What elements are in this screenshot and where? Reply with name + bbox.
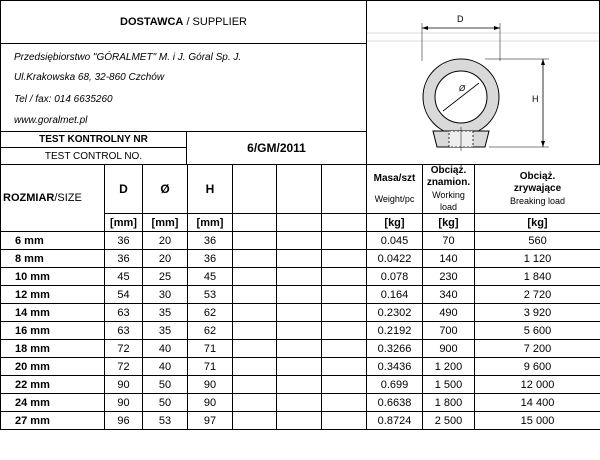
test-label-divider [0,147,187,148]
header-row [1,165,600,214]
table-row [1,232,600,250]
mass-cell: 0.3436 [367,358,423,376]
blank-cell [322,412,367,430]
blank-unit-1 [233,214,277,232]
d-cell: 45 [105,268,143,286]
work-cell: 340 [423,286,475,304]
break-cell: 1 120 [475,250,600,268]
blank-cell [233,412,277,430]
company-address: Ul.Krakowska 68, 32-860 Czchów [14,72,165,83]
blank-cell [322,322,367,340]
work-cell: 140 [423,250,475,268]
h-cell: 62 [188,304,233,322]
test-label-en: TEST CONTROL NO. [44,151,143,162]
work-cell: 70 [423,232,475,250]
blank-cell [322,250,367,268]
break-cell: 2 720 [475,286,600,304]
blank-cell [277,412,322,430]
phi-cell: 40 [143,340,188,358]
blank-cell [322,286,367,304]
d-cell: 63 [105,322,143,340]
size-cell: 12 mm [1,286,105,304]
work-cell: 1 500 [423,376,475,394]
d-cell: 96 [105,412,143,430]
blank-cell [233,250,277,268]
blank-cell [233,340,277,358]
blank-cell [233,376,277,394]
blank-header-1 [233,165,277,214]
blank-cell [322,376,367,394]
h-cell: 36 [188,232,233,250]
mass-cell: 0.2302 [367,304,423,322]
blank-cell [277,358,322,376]
unit-h: [mm] [188,214,233,232]
blank-cell [277,340,322,358]
table-row [1,286,600,304]
work-cell: 490 [423,304,475,322]
specs-table [0,164,600,430]
break-cell: 12 000 [475,376,600,394]
blank-cell [233,268,277,286]
blank-cell [322,394,367,412]
d-cell: 90 [105,394,143,412]
unit-phi: [mm] [143,214,188,232]
size-header: ROZMIAR/SIZE [1,165,105,232]
size-cell: 18 mm [1,340,105,358]
phi-cell: 25 [143,268,188,286]
col-phi-header: Ø [143,165,188,214]
break-cell: 3 920 [475,304,600,322]
d-cell: 72 [105,358,143,376]
size-cell: 24 mm [1,394,105,412]
work-cell: 230 [423,268,475,286]
company-phone: Tel / fax: 014 6635260 [14,94,113,105]
mass-cell: 0.8724 [367,412,423,430]
phi-cell: 50 [143,376,188,394]
table-row [1,358,600,376]
break-cell: 9 600 [475,358,600,376]
mass-cell: 0.3266 [367,340,423,358]
d-cell: 54 [105,286,143,304]
phi-cell: 50 [143,394,188,412]
size-cell: 14 mm [1,304,105,322]
h-cell: 36 [188,250,233,268]
break-cell: 14 400 [475,394,600,412]
table-row [1,412,600,430]
mass-cell: 0.078 [367,268,423,286]
blank-cell [233,232,277,250]
h-cell: 90 [188,394,233,412]
h-cell: 97 [188,412,233,430]
blank-cell [277,376,322,394]
h-cell: 62 [188,322,233,340]
blank-cell [277,286,322,304]
eye-nut-drawing [367,1,599,164]
col-mass-header: Masa/szt Weight/pc [367,165,423,214]
phi-cell: 35 [143,304,188,322]
unit-work: [kg] [423,214,475,232]
phi-cell: 35 [143,322,188,340]
blank-unit-3 [322,214,367,232]
mass-cell: 0.6638 [367,394,423,412]
phi-cell: 20 [143,232,188,250]
blank-cell [322,340,367,358]
drawing-label-h: H [532,94,539,104]
size-cell: 22 mm [1,376,105,394]
col-h-header: H [188,165,233,214]
drawing-label-phi: Ø [459,84,466,93]
blank-cell [233,394,277,412]
supplier-title-pl: DOSTAWCA [120,16,184,28]
d-cell: 63 [105,304,143,322]
mass-cell: 0.2192 [367,322,423,340]
blank-cell [233,322,277,340]
blank-cell [277,268,322,286]
blank-header-3 [322,165,367,214]
test-number: 6/GM/2011 [247,141,306,155]
h-cell: 71 [188,358,233,376]
blank-cell [233,358,277,376]
blank-unit-2 [277,214,322,232]
size-cell: 6 mm [1,232,105,250]
table-row [1,268,600,286]
test-label-pl: TEST KONTROLNY NR [39,134,148,145]
h-cell: 71 [188,340,233,358]
blank-cell [322,358,367,376]
blank-cell [277,322,322,340]
work-cell: 1 200 [423,358,475,376]
size-cell: 16 mm [1,322,105,340]
blank-cell [322,304,367,322]
supplier-title [0,16,367,28]
blank-header-2 [277,165,322,214]
d-cell: 90 [105,376,143,394]
drawing-label-d: D [457,14,464,24]
size-cell: 8 mm [1,250,105,268]
table-row [1,394,600,412]
phi-cell: 20 [143,250,188,268]
h-cell: 45 [188,268,233,286]
phi-cell: 30 [143,286,188,304]
unit-mass: [kg] [367,214,423,232]
blank-cell [322,232,367,250]
work-cell: 2 500 [423,412,475,430]
col-work-header: Obciąż. znamion. Working load [423,165,475,214]
blank-cell [277,232,322,250]
blank-cell [233,304,277,322]
d-cell: 72 [105,340,143,358]
blank-cell [277,394,322,412]
size-cell: 27 mm [1,412,105,430]
break-cell: 5 600 [475,322,600,340]
table-row [1,376,600,394]
table-row [1,304,600,322]
supplier-title-en: / SUPPLIER [183,16,247,28]
size-cell: 10 mm [1,268,105,286]
col-break-header: Obciąż. zrywające Breaking load [475,165,600,214]
company-website: www.goralmet.pl [14,115,88,126]
mass-cell: 0.699 [367,376,423,394]
d-cell: 36 [105,232,143,250]
blank-cell [277,250,322,268]
table-row [1,250,600,268]
unit-break: [kg] [475,214,600,232]
d-cell: 36 [105,250,143,268]
mass-cell: 0.045 [367,232,423,250]
blank-cell [277,304,322,322]
blank-cell [322,268,367,286]
work-cell: 900 [423,340,475,358]
break-cell: 7 200 [475,340,600,358]
col-d-header: D [105,165,143,214]
company-name: Przedsiębiorstwo "GÓRALMET" M. i J. Góral Sp. J. [14,52,242,63]
blank-cell [233,286,277,304]
size-cell: 20 mm [1,358,105,376]
break-cell: 560 [475,232,600,250]
mass-cell: 0.164 [367,286,423,304]
mass-cell: 0.0422 [367,250,423,268]
h-cell: 90 [188,376,233,394]
h-cell: 53 [188,286,233,304]
break-cell: 15 000 [475,412,600,430]
table-row [1,340,600,358]
phi-cell: 53 [143,412,188,430]
unit-d: [mm] [105,214,143,232]
table-row [1,322,600,340]
work-cell: 700 [423,322,475,340]
break-cell: 1 840 [475,268,600,286]
phi-cell: 40 [143,358,188,376]
work-cell: 1 800 [423,394,475,412]
